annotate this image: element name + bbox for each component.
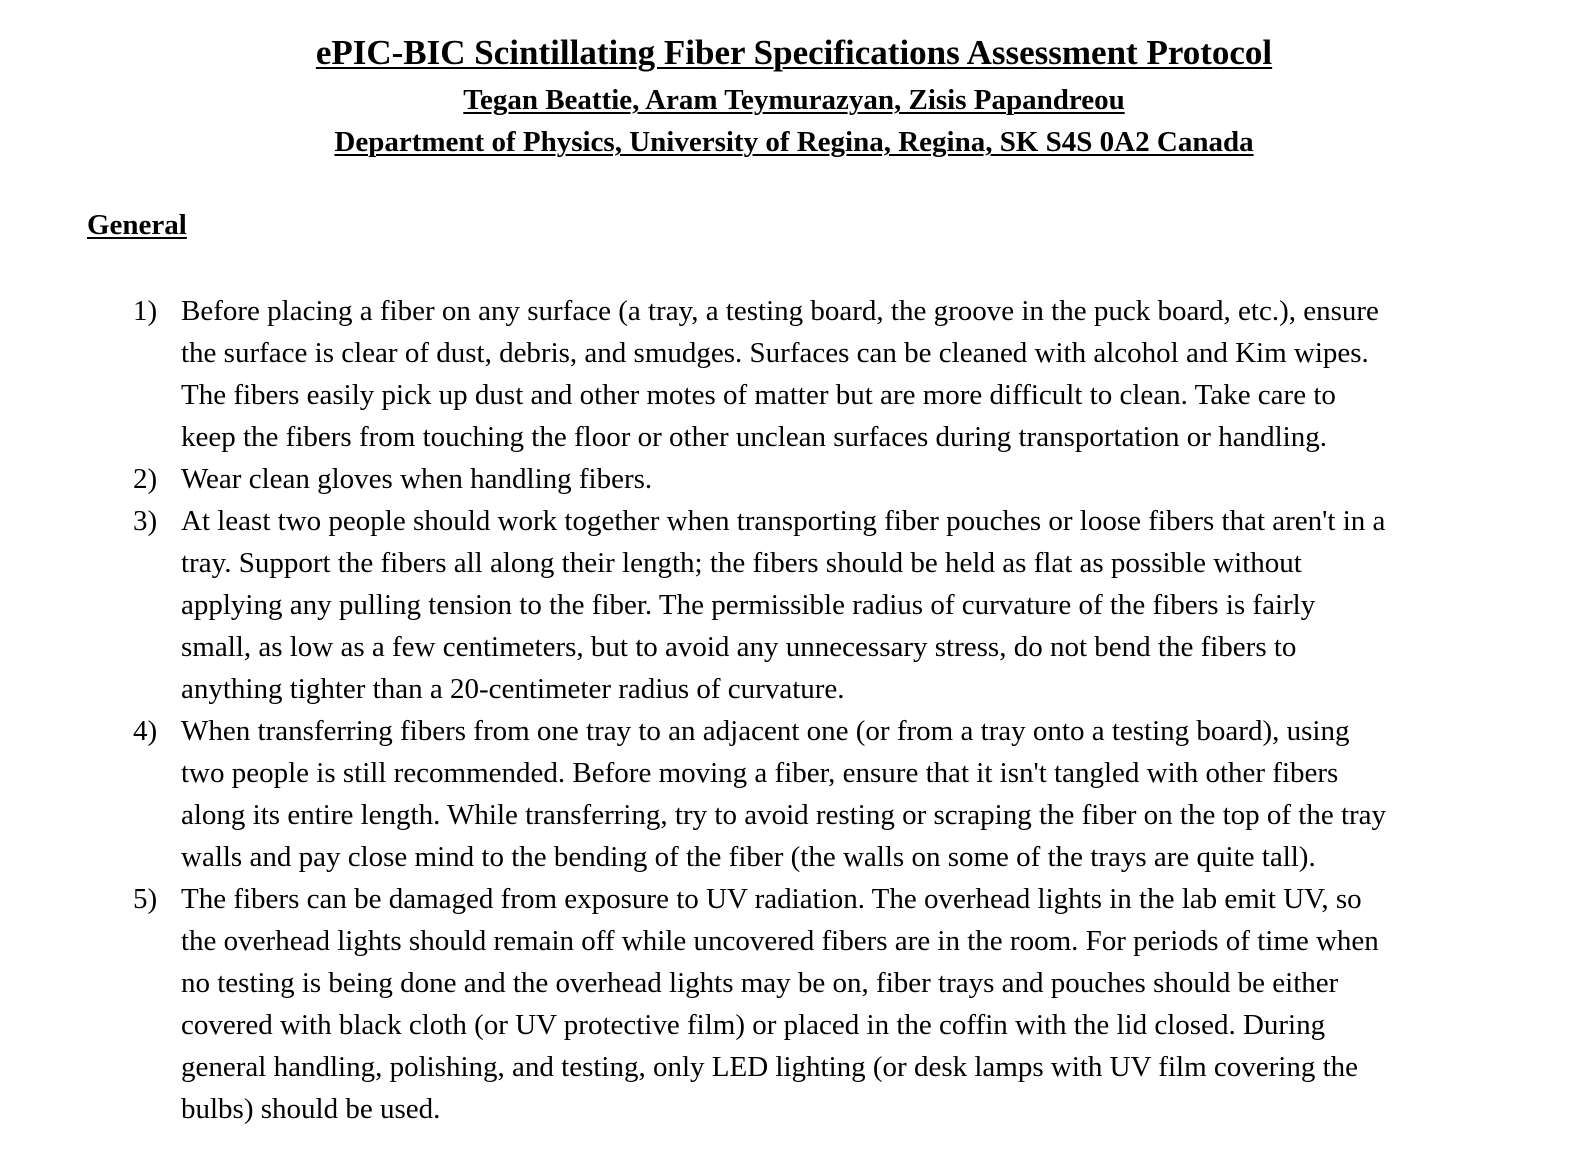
list-item-number: 4) bbox=[133, 715, 158, 747]
list-item-text: Wear clean gloves when handling fibers. bbox=[181, 463, 653, 495]
list-item bbox=[0, 290, 1588, 458]
document-affiliation: Department of Physics, University of Regina, Regina, SK S4S 0A2 Canada bbox=[334, 126, 1254, 158]
list-item-text: When transferring fibers from one tray to an adjacent one (or from a tray onto a testing board), using two people is still recommended. Before moving a fiber, ensure that it isn't tangled with other fibers along its entire length. While transferring, try to avoid resting or scraping the fiber on the top of the tray walls and pay close mind to the bending of the fiber (the walls on some of the trays are quite tall). bbox=[181, 715, 1387, 873]
list-item-number: 1) bbox=[133, 295, 158, 327]
document-authors: Tegan Beattie, Aram Teymurazyan, Zisis Papandreou bbox=[463, 84, 1125, 116]
list-item-text: The fibers can be damaged from exposure to UV radiation. The overhead lights in the lab emit UV, so the overhead lights should remain off while uncovered fibers are in the room. For periods of time when no testing is being done and the overhead lights may be on, fiber trays and pouches should be either covered with black cloth (or UV protective film) or placed in the coffin with the lid closed. During general handling, polishing, and testing, only LED lighting (or desk lamps with UV film covering the bulbs) should be used. bbox=[181, 883, 1379, 1125]
list-item bbox=[0, 500, 1588, 710]
list-item-number: 5) bbox=[133, 883, 158, 915]
list-item bbox=[0, 878, 1588, 1130]
list-item-number: 2) bbox=[133, 463, 158, 495]
section-heading-general: General bbox=[87, 209, 187, 241]
list-item-text: At least two people should work together when transporting fiber pouches or loose fibers that aren't in a tray. Support the fibers all along their length; the fibers should be held as flat as possible without applying any pulling tension to the fiber. The permissible radius of curvature of the fibers is fairly small, as low as a few centimeters, but to avoid any unnecessary stress, do not bend the fibers to anything tighter than a 20-centimeter radius of curvature. bbox=[181, 505, 1386, 705]
list-item bbox=[0, 458, 1588, 500]
document-title: ePIC-BIC Scintillating Fiber Specifications Assessment Protocol bbox=[315, 33, 1273, 72]
list-item bbox=[0, 710, 1588, 878]
list-item-number: 3) bbox=[133, 505, 158, 537]
general-guidelines-list bbox=[0, 290, 1588, 1130]
list-item-text: Before placing a fiber on any surface (a tray, a testing board, the groove in the puck board, etc.), ensure the surface is clear of dust, debris, and smudges. Surfaces can be cleaned with alcohol and Kim wipes. The fibers easily pick up dust and other motes of matter but are more difficult to clean. Take care to keep the fibers from touching the floor or other unclean surfaces during transportation or handling. bbox=[181, 295, 1379, 453]
